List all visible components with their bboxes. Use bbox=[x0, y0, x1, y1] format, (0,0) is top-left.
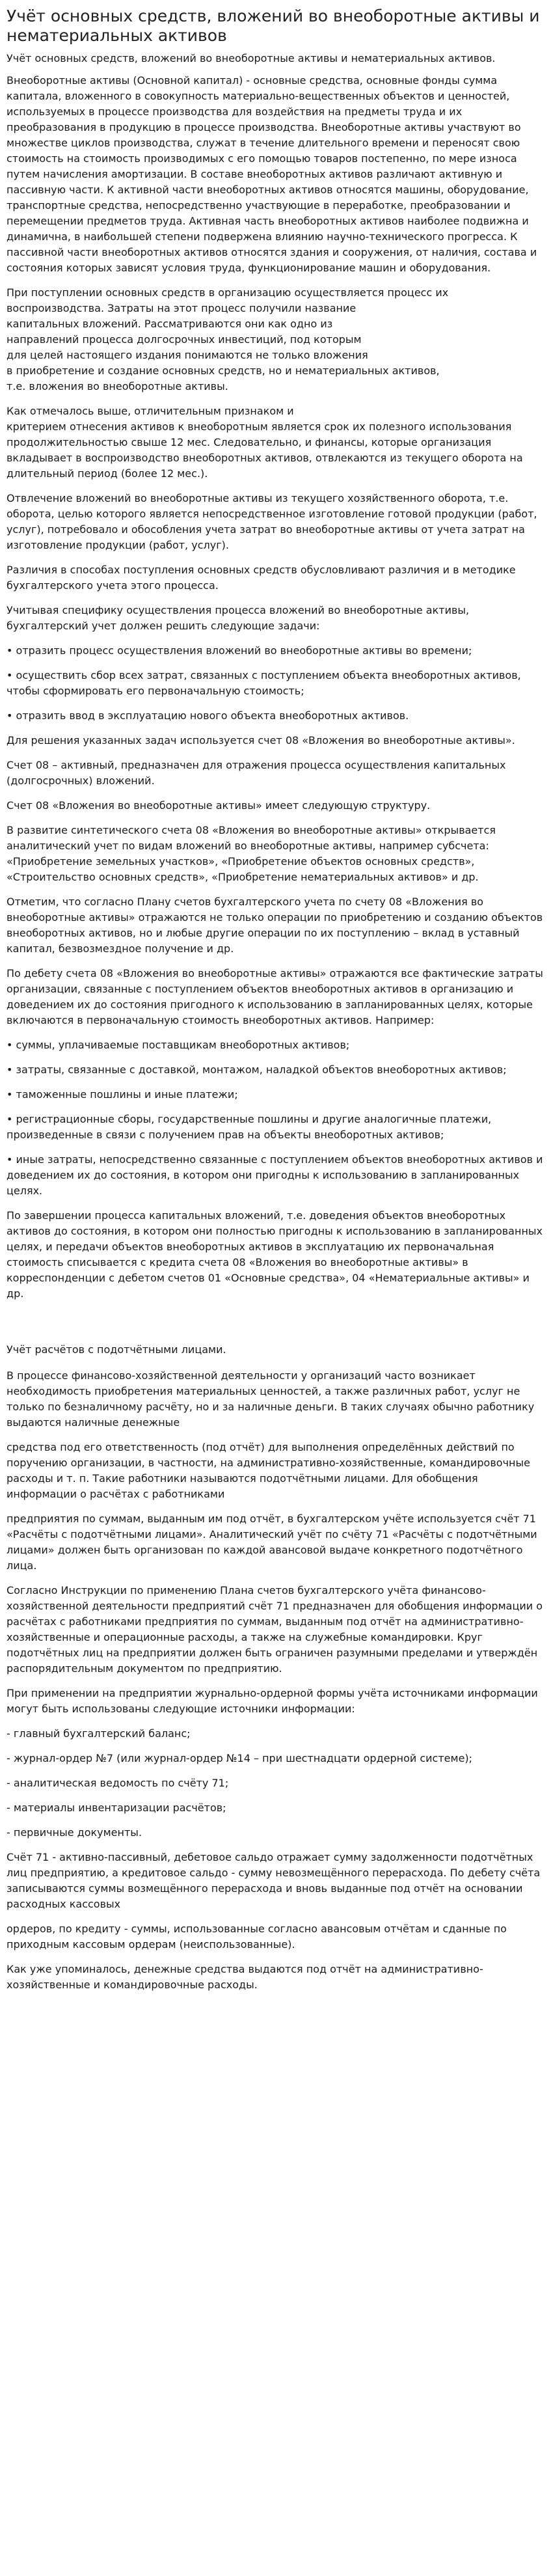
section-fixed-assets bbox=[7, 51, 543, 1302]
paragraph: Учитывая специфику осуществления процесса вложений во внеоборотные активы, бухгалтерский учет должен решить следующие задачи: bbox=[7, 604, 470, 632]
paragraph: По завершении процесса капитальных вложений, т.е. доведения объектов внеоборотных активов до состояния, в котором они полностью пригодны к использованию в запланированных целях, и передачи объектов внеоборотных активов в эксплуатацию их первоначальная стоимость списывается с кредита счета 08 «Вложения во внеоборотные активы» в корреспонденции с дебетом счетов 01 «Основные средства», 04 «Нематериальные активы» и др. bbox=[7, 1209, 543, 1300]
paragraph: Учёт основных средств, вложений во внеоборотные активы и нематериальных активов. bbox=[7, 52, 496, 64]
paragraph: При применении на предприятии журнально-ордерной формы учёта источниками информации могут быть использованы следующие источники информации: bbox=[7, 1687, 538, 1715]
paragraph: предприятия по суммам, выданным им под отчёт, в бухгалтерском учёте используется счёт 71 «Расчёты с подотчётными лицами». Аналитический учёт по счёту 71 «Расчёты с подотчётными лицами» должен быть организован по каждой авансовой выдаче конкретного подотчётного лица. bbox=[7, 1513, 537, 1572]
bullet-item: • осуществить сбор всех затрат, связанных с поступлением объекта внеоборотных активов, чтобы сформировать его первоначальную стоимость; bbox=[7, 669, 521, 697]
section-accountable-persons bbox=[7, 1342, 543, 1993]
page-title: Учёт основных средств, вложений во внеоборотные активы и нематериальных активов bbox=[7, 7, 540, 45]
paragraph: Отвлечение вложений во внеоборотные активы из текущего хозяйственного оборота, т.е. оборота, целью которого является непосредственное изготовление готовой продукции (работ, услуг), потребовало и обособления учета затрат во внеоборотные активы от учета затрат на изготовление продукции (работ, услуг). bbox=[7, 492, 537, 551]
paragraph: Согласно Инструкции по применению Плана счетов бухгалтерского учёта финансово-хозяйственной деятельности предприятий счёт 71 предназначен для обобщения информации о расчётах с работниками предприятия по суммам, выданным под отчёт на административно-хозяйственные и операционные расходы, а также на служебные командировки. Круг подотчётных лиц на предприятии должен быть ограничен разумными пределами и утверждён распорядительным документом по предприятию. bbox=[7, 1584, 543, 1675]
paragraph: Счет 08 – активный, предназначен для отражения процесса осуществления капитальных (долгосрочных) вложений. bbox=[7, 759, 506, 787]
bullet-item: • иные затраты, непосредственно связанные с поступлением объектов внеоборотных активов и доведением их до состояния, в котором они пригодны к использованию в запланированных целях. bbox=[7, 1153, 543, 1197]
list-item: - журнал-ордер №7 (или журнал-ордер №14 – при шестнадцати ордерной системе); bbox=[7, 1752, 473, 1764]
paragraph: Счёт 71 - активно-пассивный, дебетовое сальдо отражает сумму задолженности подотчётных лиц предприятию, а кредитовое сальдо - сумму невозмещённого перерасхода. По дебету счёта записываются суммы возмещённого перерасхода и вновь выданные под отчёт на основании расходных кассовых bbox=[7, 1851, 541, 1910]
list-item: - первичные документы. bbox=[7, 1826, 142, 1839]
paragraph: В развитие синтетического счета 08 «Вложения во внеоборотные активы» открывается аналитический учет по видам вложений во внеоборотные активы, например субсчета: «Приобретение земельных участков», «Приобретение объектов основных средств», «Строительство основных средств», «Приобретение нематериальных активов» и др. bbox=[7, 824, 496, 883]
bullet-item: • суммы, уплачиваемые поставщикам внеоборотных активов; bbox=[7, 1039, 350, 1051]
bullet-item: • отразить ввод в эксплуатацию нового объекта внеоборотных активов. bbox=[7, 709, 409, 722]
list-item: - аналитическая ведомость по счёту 71; bbox=[7, 1777, 229, 1789]
bullet-item: • затраты, связанные с доставкой, монтажом, наладкой объектов внеоборотных активов; bbox=[7, 1063, 507, 1076]
list-item: - материалы инвентаризации расчётов; bbox=[7, 1802, 226, 1814]
paragraph: Внеоборотные активы (Основной капитал) - основные средства, основные фонды сумма капитала, вложенного в совокупность материально-вещественных объектов и ценностей, используемых в процессе производства для воздействия на предметы труда и их преобразования в продукцию в процессе производства. Внеоборотные активы участвуют во множестве циклов производства, служат в течение длительного времени и переносят свою стоимость на стоимость производимых с его помощью товаров постепенно, по мере износа путем начисления амортизации. В составе внеоборотных активов различают активную и пассивную части. К активной части внеоборотных активов относятся машины, оборудование, транспортные средства, непосредственно участвующие в переработке, преобразовании и перемещении предметов труда. Активная часть внеоборотных активов наиболее подвижна и динамична, в наибольшей степени подвержена влиянию научно-технического прогресса. К пассивной части внеоборотных активов относятся здания и сооружения, от наличия, состава и состояния которых зависят условия труда, функционирование машин и оборудования. bbox=[7, 74, 537, 274]
bullet-item: • отразить процесс осуществления вложений во внеоборотные активы во времени; bbox=[7, 644, 472, 657]
paragraph: Счет 08 «Вложения во внеоборотные активы» имеет следующую структуру. bbox=[7, 799, 431, 812]
list-item: - главный бухгалтерский баланс; bbox=[7, 1727, 191, 1740]
paragraph: средства под его ответственность (под отчёт) для выполнения определённых действий по поручению организации, в частности, на административно-хозяйственные, командировочные расходы и т. п. Такие работники называются подотчётными лицами. Для обобщения информации о расчётах с работниками bbox=[7, 1441, 530, 1500]
paragraph: Для решения указанных задач используется счет 08 «Вложения во внеоборотные активы». bbox=[7, 734, 515, 747]
bullet-item: • таможенные пошлины и иные платежи; bbox=[7, 1088, 238, 1101]
paragraph: Как отмечалось выше, отличительным признаком и критерием отнесения активов к внеоборотным является срок их полезного использования продолжительностью свыше 12 мес. Следовательно, и финансы, которые организация вкладывает в воспроизводство внеоборотных активов, отвлекаются из текущего оборота на длительный период (более 12 мес.). bbox=[7, 405, 523, 480]
paragraph: В процессе финансово-хозяйственной деятельности у организаций часто возникает необходимость приобретения материальных ценностей, а также различных работ, услуг не только по безналичному расчёту, но и за наличные деньги. В таких случаях обычно работнику выдаются наличные денежные bbox=[7, 1369, 535, 1429]
paragraph: По дебету счета 08 «Вложения во внеоборотные активы» отражаются все фактические затраты организации, связанные с поступлением объектов внеоборотных активов в организацию и доведением их до состояния пригодного к использованию в запланированных целях, которые включаются в первоначальную стоимость внеоборотных активов. Например: bbox=[7, 967, 543, 1026]
paragraph: При поступлении основных средств в организацию осуществляется процесс их воспроизводства. Затраты на этот процесс получили название капитальных вложений. Рассматриваются они как одно из направлений процесса долгосрочных инвестиций, под которым для целей настоящего издания понимаются не только вложения в приобретение и создание основных средств, но и нематериальных активов, т.е. вложения во внеоборотные активы. bbox=[7, 286, 449, 392]
paragraph: Различия в способах поступления основных средств обусловливают различия и в методике бухгалтерского учета этого процесса. bbox=[7, 564, 516, 592]
paragraph: Отметим, что согласно Плану счетов бухгалтерского учета по счету 08 «Вложения во внеоборотные активы» отражаются не только операции по приобретению и созданию объектов внеоборотных активов, но и любые другие операции по их поступлению – вклад в уставный капитал, безвозмездное получение и др. bbox=[7, 896, 543, 955]
section-title: Учёт расчётов с подотчётными лицами. bbox=[7, 1343, 226, 1356]
paragraph: Как уже упоминалось, денежные средства выдаются под отчёт на административно-хозяйственные и командировочные расходы. bbox=[7, 1963, 483, 1991]
bullet-item: • регистрационные сборы, государственные пошлины и другие аналогичные платежи, произведенные в связи с получением прав на объекты внеоборотных активов; bbox=[7, 1113, 492, 1141]
section-spacer bbox=[7, 1311, 543, 1342]
paragraph: ордеров, по кредиту - суммы, использованные согласно авансовым отчётам и сданные по приходным кассовым ордерам (неиспользованные). bbox=[7, 1923, 507, 1951]
